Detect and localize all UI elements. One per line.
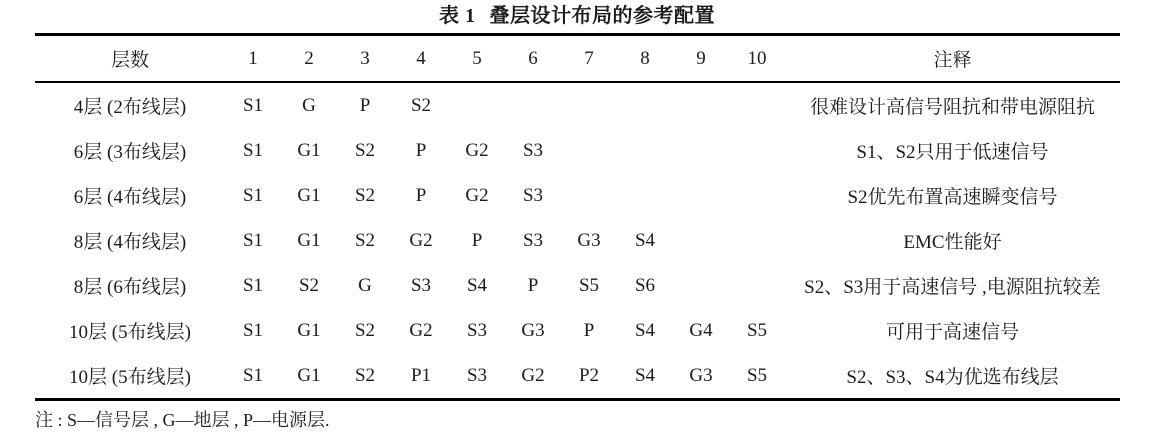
note-cell: 可用于高速信号 bbox=[885, 322, 1019, 343]
layer-cell bbox=[729, 82, 785, 128]
note-cell: S2优先布置高速瞬变信号 bbox=[847, 187, 1058, 208]
layer-cell: S1 bbox=[242, 364, 264, 386]
layer-cell: S1 bbox=[242, 139, 264, 161]
layer-cell bbox=[673, 128, 729, 173]
note-cell: EMC性能好 bbox=[903, 232, 1002, 253]
layer-cell: G1 bbox=[297, 319, 321, 341]
layer-cell bbox=[617, 173, 673, 218]
layer-cell: G3 bbox=[689, 364, 713, 386]
header-col-10: 10 bbox=[747, 47, 767, 69]
layer-cell: G2 bbox=[409, 319, 433, 341]
layer-cell: S5 bbox=[578, 274, 600, 296]
layer-cell bbox=[729, 128, 785, 173]
table-row bbox=[35, 353, 1120, 400]
header-col-4: 4 bbox=[416, 47, 426, 69]
layer-cell: S2 bbox=[410, 94, 432, 116]
table-row bbox=[35, 263, 1120, 308]
layer-cell: G bbox=[302, 94, 316, 116]
layer-cell: S1 bbox=[242, 94, 264, 116]
header-col-8: 8 bbox=[640, 47, 650, 69]
layer-cell: S2 bbox=[298, 274, 320, 296]
layer-cell: S2 bbox=[354, 139, 376, 161]
layer-cell: S5 bbox=[746, 319, 768, 341]
layer-cell bbox=[505, 82, 561, 128]
header-col-1: 1 bbox=[248, 47, 258, 69]
row-label: 4层 (2布线层) bbox=[73, 97, 187, 118]
layer-cell: P bbox=[415, 139, 427, 161]
table-row bbox=[35, 82, 1120, 128]
layer-cell: G3 bbox=[521, 319, 545, 341]
layer-cell bbox=[561, 173, 617, 218]
layer-cell: S4 bbox=[634, 364, 656, 386]
layer-cell: S5 bbox=[746, 364, 768, 386]
table-number: 表 1 bbox=[439, 5, 476, 27]
layer-cell: S3 bbox=[410, 274, 432, 296]
layer-cell: G2 bbox=[465, 139, 489, 161]
header-row bbox=[35, 35, 1120, 83]
row-label: 8层 (4布线层) bbox=[73, 232, 187, 253]
layer-cell: P bbox=[359, 94, 371, 116]
layer-cell: G1 bbox=[297, 184, 321, 206]
table-title bbox=[0, 0, 1154, 33]
layer-cell bbox=[729, 263, 785, 308]
layer-cell: G3 bbox=[577, 229, 601, 251]
header-col-3: 3 bbox=[360, 47, 370, 69]
layer-cell: P bbox=[527, 274, 539, 296]
layer-cell: S3 bbox=[466, 319, 488, 341]
header-layer-count: 层数 bbox=[110, 50, 149, 71]
layer-cell: S2 bbox=[354, 364, 376, 386]
note-cell: S2、S3用于高速信号 ,电源阻抗较差 bbox=[804, 277, 1101, 298]
layer-cell: G2 bbox=[521, 364, 545, 386]
layer-cell: G bbox=[358, 274, 372, 296]
header-note: 注释 bbox=[933, 50, 972, 71]
layer-cell: S1 bbox=[242, 274, 264, 296]
row-label: 8层 (6布线层) bbox=[73, 277, 187, 298]
table-footnote: 注 : S—信号层 , G—地层 , P—电源层. bbox=[35, 410, 330, 430]
row-label: 6层 (4布线层) bbox=[73, 187, 187, 208]
row-label: 10层 (5布线层) bbox=[69, 322, 191, 343]
header-col-9: 9 bbox=[696, 47, 706, 69]
layer-cell bbox=[449, 82, 505, 128]
note-cell: 很难设计高信号阻抗和带电源阻抗 bbox=[809, 97, 1095, 118]
header-col-5: 5 bbox=[472, 47, 482, 69]
layer-cell: S3 bbox=[522, 184, 544, 206]
layer-cell: P bbox=[471, 229, 483, 251]
layer-cell: S2 bbox=[354, 229, 376, 251]
layer-cell: G2 bbox=[409, 229, 433, 251]
table-row bbox=[35, 308, 1120, 353]
layer-cell bbox=[729, 173, 785, 218]
layer-cell: S4 bbox=[634, 319, 656, 341]
layer-cell bbox=[673, 173, 729, 218]
layer-cell: G1 bbox=[297, 139, 321, 161]
layer-cell: S3 bbox=[522, 139, 544, 161]
table-row bbox=[35, 218, 1120, 263]
table-row bbox=[35, 173, 1120, 218]
layer-cell: S3 bbox=[466, 364, 488, 386]
header-col-2: 2 bbox=[304, 47, 314, 69]
layer-cell bbox=[561, 82, 617, 128]
layer-cell bbox=[561, 128, 617, 173]
stackup-config-table bbox=[35, 33, 1120, 401]
header-col-6: 6 bbox=[528, 47, 538, 69]
layer-cell bbox=[673, 82, 729, 128]
layer-cell bbox=[673, 218, 729, 263]
layer-cell: S2 bbox=[354, 319, 376, 341]
layer-cell: G4 bbox=[689, 319, 713, 341]
layer-cell: G1 bbox=[297, 229, 321, 251]
layer-cell: P bbox=[415, 184, 427, 206]
table-row bbox=[35, 128, 1120, 173]
layer-cell: S1 bbox=[242, 229, 264, 251]
note-cell: S2、S3、S4为优选布线层 bbox=[846, 367, 1059, 388]
note-cell: S1、S2只用于低速信号 bbox=[856, 142, 1049, 163]
layer-cell: S4 bbox=[466, 274, 488, 296]
layer-cell: P2 bbox=[578, 364, 600, 386]
layer-cell: P bbox=[583, 319, 595, 341]
table-title-text: 叠层设计布局的参考配置 bbox=[489, 5, 715, 27]
layer-cell: G1 bbox=[297, 364, 321, 386]
layer-cell: G2 bbox=[465, 184, 489, 206]
layer-cell bbox=[673, 263, 729, 308]
layer-cell: S2 bbox=[354, 184, 376, 206]
layer-cell bbox=[729, 218, 785, 263]
layer-cell bbox=[617, 128, 673, 173]
layer-cell: S1 bbox=[242, 319, 264, 341]
row-label: 10层 (5布线层) bbox=[69, 367, 191, 388]
row-label: 6层 (3布线层) bbox=[73, 142, 187, 163]
layer-cell bbox=[617, 82, 673, 128]
layer-cell: S6 bbox=[634, 274, 656, 296]
layer-cell: S4 bbox=[634, 229, 656, 251]
header-col-7: 7 bbox=[584, 47, 594, 69]
layer-cell: S1 bbox=[242, 184, 264, 206]
layer-cell: P1 bbox=[410, 364, 432, 386]
layer-cell: S3 bbox=[522, 229, 544, 251]
